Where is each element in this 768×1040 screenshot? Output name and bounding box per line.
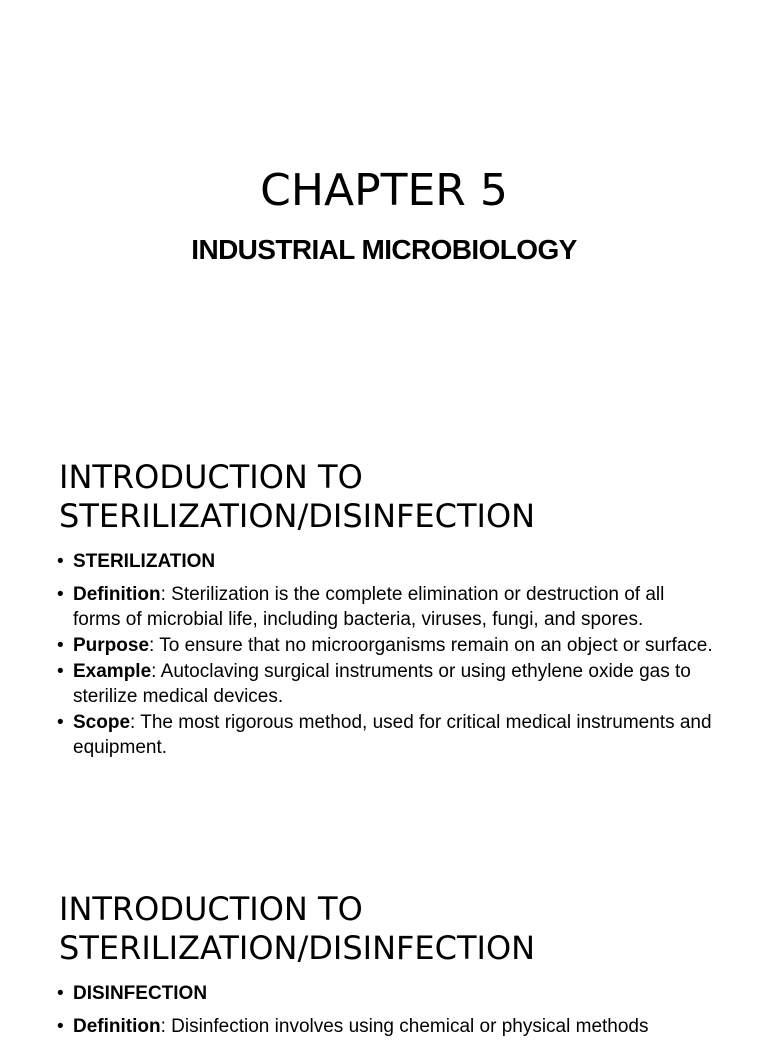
bullet-dot-icon: •	[57, 635, 64, 656]
bullet-dot-icon: •	[57, 584, 64, 605]
slide-heading-line1: INTRODUCTION TO	[59, 458, 363, 496]
bullet-list	[57, 549, 717, 761]
section-label: DISINFECTION	[73, 983, 208, 1004]
bullet-term: Definition	[73, 1016, 161, 1037]
slide-heading-line2: STERILIZATION/DISINFECTION	[59, 929, 536, 967]
list-item	[57, 659, 717, 709]
slide-heading-line1: INTRODUCTION TO	[59, 890, 363, 928]
bullet-term: Purpose	[73, 635, 150, 656]
bullet-term: Scope	[73, 712, 131, 733]
section-label: STERILIZATION	[73, 551, 216, 572]
list-item-section-label	[57, 549, 717, 574]
bullet-dot-icon: •	[57, 1016, 64, 1037]
bullet-text: : Disinfection involves using chemical or physical methods	[160, 1016, 649, 1037]
slide-heading	[59, 458, 739, 536]
list-item	[57, 710, 717, 760]
bullet-text: : The most rigorous method, used for critical medical instruments and equipment.	[73, 712, 712, 758]
bullet-text: : Sterilization is the complete elimination or destruction of all forms of microbial life, including bacteria, viruses, fungi, and spores.	[73, 584, 665, 630]
slide-heading	[59, 890, 739, 968]
chapter-title: CHAPTER 5	[260, 165, 508, 216]
bullet-list	[57, 981, 717, 1040]
bullet-dot-icon: •	[57, 661, 64, 682]
slide-heading-line2: STERILIZATION/DISINFECTION	[59, 497, 536, 535]
disinfection-slide	[0, 872, 768, 1037]
bullet-text: : Autoclaving surgical instruments or using ethylene oxide gas to sterilize medical devices.	[73, 661, 691, 707]
bullet-dot-icon: •	[57, 983, 64, 1004]
list-item	[57, 582, 717, 632]
sterilization-slide	[0, 440, 768, 820]
chapter-subtitle: INDUSTRIAL MICROBIOLOGY	[191, 234, 577, 265]
list-item	[57, 1014, 717, 1039]
bullet-term: Definition	[73, 584, 161, 605]
bullet-dot-icon: •	[57, 712, 64, 733]
list-item	[57, 633, 717, 658]
title-slide	[0, 0, 768, 290]
bullet-text: : To ensure that no microorganisms remain on an object or surface.	[149, 635, 713, 656]
bullet-term: Example	[73, 661, 152, 682]
bullet-dot-icon: •	[57, 551, 64, 572]
list-item-section-label	[57, 981, 717, 1006]
